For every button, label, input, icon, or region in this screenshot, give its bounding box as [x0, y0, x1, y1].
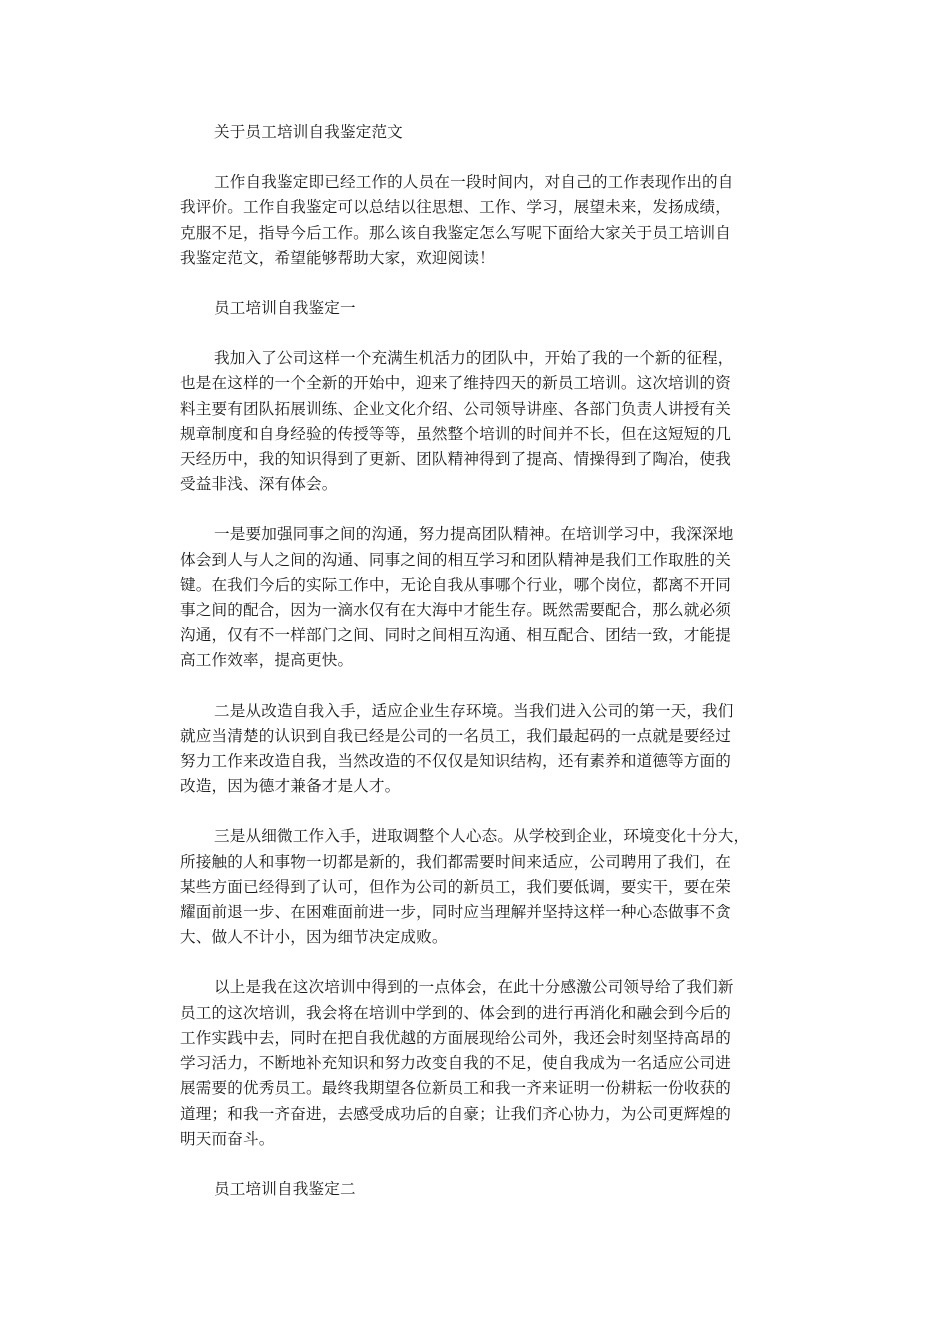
intro-line: 克服不足，指导今后工作。那么该自我鉴定怎么写呢下面给大家关于员工培训自: [180, 223, 732, 242]
paragraph-line: 高工作效率，提高更快。: [180, 651, 354, 670]
intro-paragraph: [180, 170, 776, 271]
paragraph-line: 受益非浅、深有体会。: [180, 475, 338, 494]
paragraph-2: [180, 522, 776, 673]
spacer: [180, 799, 776, 824]
paragraph-line: 明天而奋斗。: [180, 1129, 275, 1148]
section2-heading-text: 员工培训自我鉴定二: [214, 1179, 356, 1198]
paragraph-line: 事之间的配合，因为一滴水仅有在大海中才能生存。既然需要配合，那么就必须: [180, 601, 732, 620]
paragraph-line: 努力工作来改造自我，当然改造的不仅仅是知识结构，还有素养和道德等方面的: [180, 752, 732, 771]
paragraph-line: 键。在我们今后的实际工作中，无论自我从事哪个行业，哪个岗位，都离不开同: [180, 575, 732, 594]
paragraph-line: 改造，因为德才兼备才是人才。: [180, 777, 401, 796]
paragraph-line: 以上是我在这次培训中得到的一点体会，在此十分感激公司领导给了我们新: [214, 978, 734, 997]
paragraph-line: 我加入了公司这样一个充满生机活力的团队中，开始了我的一个新的征程，: [214, 349, 734, 368]
document-page: [180, 120, 776, 1202]
spacer: [180, 1152, 776, 1177]
paragraph-line: 沟通，仅有不一样部门之间、同时之间相互沟通、相互配合、团结一致，才能提: [180, 626, 732, 645]
paragraph-line: 学习活力，不断地补充知识和努力改变自我的不足，使自我成为一名适应公司进: [180, 1054, 732, 1073]
paragraph-4: [180, 824, 776, 950]
intro-line: 我评价。工作自我鉴定可以总结以往思想、工作、学习，展望未来，发扬成绩，: [180, 198, 732, 217]
section1-heading: [180, 296, 776, 321]
paragraph-line: 所接触的人和事物一切都是新的，我们都需要时间来适应，公司聘用了我们，在: [180, 852, 732, 871]
paragraph-line: 员工的这次培训，我会将在培训中学到的、体会到的进行再消化和融会到今后的: [180, 1003, 732, 1022]
paragraph-line: 规章制度和自身经验的传授等等，虽然整个培训的时间并不长，但在这短短的几: [180, 424, 732, 443]
paragraph-line: 也是在这样的一个全新的开始中，迎来了维持四天的新员工培训。这次培训的资: [180, 374, 732, 393]
title-text: 关于员工培训自我鉴定范文: [214, 123, 403, 141]
spacer: [180, 271, 776, 296]
paragraph-line: 天经历中，我的知识得到了更新、团队精神得到了提高、情操得到了陶冶，使我: [180, 450, 732, 469]
spacer: [180, 497, 776, 522]
paragraph-line: 道理；和我一齐奋进，去感受成功后的自豪；让我们齐心协力，为公司更辉煌的: [180, 1104, 732, 1123]
paragraph-line: 展需要的优秀员工。最终我期望各位新员工和我一齐来证明一份耕耘一份收获的: [180, 1079, 732, 1098]
intro-line: 工作自我鉴定即已经工作的人员在一段时间内，对自己的工作表现作出的自: [214, 173, 734, 192]
spacer: [180, 674, 776, 699]
paragraph-line: 某些方面已经得到了认可，但作为公司的新员工，我们要低调，要实干，要在荣: [180, 877, 732, 896]
paragraph-line: 耀面前退一步、在困难面前进一步，同时应当理解并坚持这样一种心态做事不贪: [180, 903, 732, 922]
paragraph-5: [180, 975, 776, 1151]
paragraph-line: 料主要有团队拓展训练、企业文化介绍、公司领导讲座、各部门负责人讲授有关: [180, 399, 732, 418]
intro-line: 我鉴定范文，希望能够帮助大家，欢迎阅读！: [180, 248, 495, 267]
spacer: [180, 321, 776, 346]
paragraph-line: 一是要加强同事之间的沟通，努力提高团队精神。在培训学习中，我深深地: [214, 525, 734, 544]
document-title: [180, 120, 776, 145]
paragraph-line: 三是从细微工作入手，进取调整个人心态。从学校到企业，环境变化十分大，: [214, 827, 750, 846]
section1-heading-text: 员工培训自我鉴定一: [214, 299, 356, 318]
spacer: [180, 145, 776, 170]
paragraph-line: 二是从改造自我入手，适应企业生存环境。当我们进入公司的第一天，我们: [214, 701, 734, 720]
paragraph-line: 就应当清楚的认识到自我已经是公司的一名员工，我们最起码的一点就是要经过: [180, 726, 732, 745]
paragraph-line: 大、做人不计小，因为细节决定成败。: [180, 928, 448, 947]
spacer: [180, 950, 776, 975]
paragraph-1: [180, 346, 776, 497]
paragraph-3: [180, 699, 776, 800]
section2-heading: [180, 1177, 776, 1202]
paragraph-line: 工作实践中去，同时在把自我优越的方面展现给公司外，我还会时刻坚持高昂的: [180, 1028, 732, 1047]
paragraph-line: 体会到人与人之间的沟通、同事之间的相互学习和团队精神是我们工作取胜的关: [180, 550, 732, 569]
